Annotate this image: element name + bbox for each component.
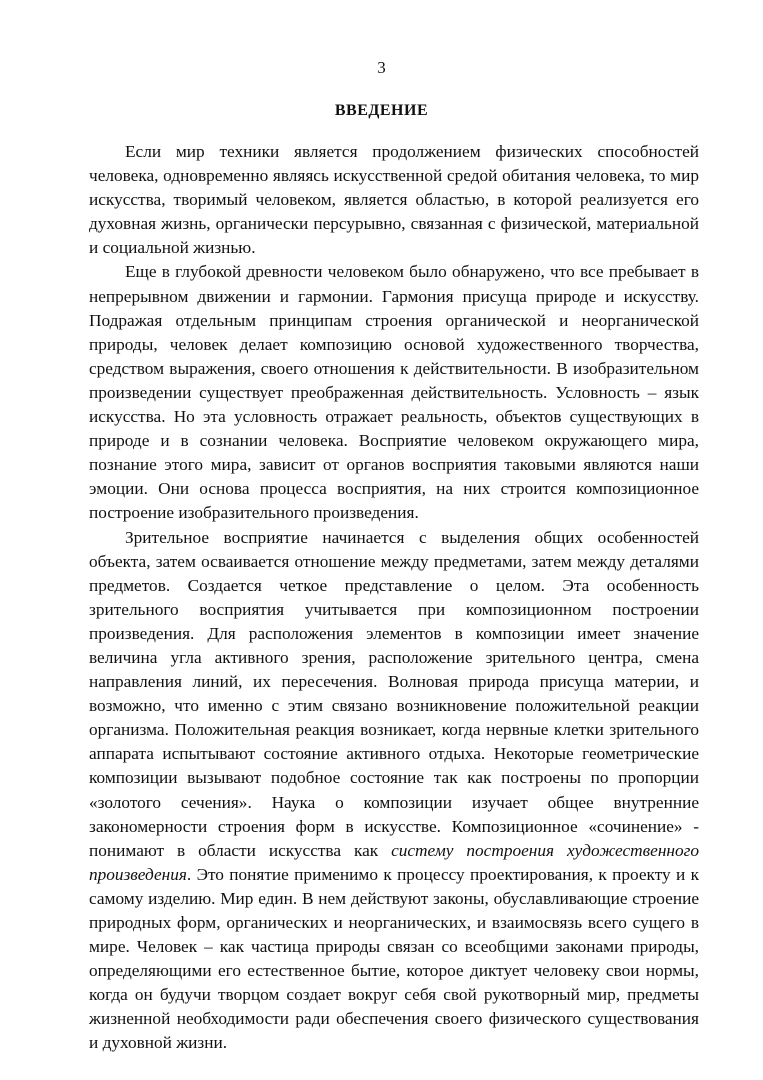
paragraph-1: Если мир техники является продолжением физических способностей человека, одновременно являясь искусственной средой обитания человека, то мир искусства, творимый человеком, является областью, в которой реализуется его духовная жизнь, органически персурывно, связанная с физической, материальной и социальной жизнью.	[89, 142, 699, 258]
paragraph-3-text-before: Зрительное восприятие начинается с выделения общих особенностей объекта, затем осваивается отношение между предметами, затем между деталями предметов. Создается четкое представление о целом. Эта особенность зрительного восприятия учитывается при композиционном построении произведения. Для расположения элементов в композиции имеет значение величина угла активного зрения, расположение зрительного центра, смена направления линий, их пересечения. Волновая природа присуща материи, и возможно, что именно с этим связано возникновение положительной реакции организма. Положительная реакция возникает, когда нервные клетки зрительного аппарата испытывают состояние активного отдыха. Некоторые геометрические композиции вызывают подобное состояние так как построены по пропорции «золотого сечения». Наука о композиции изучает общее внутренние закономерности строения форм в искусстве. Композиционное «сочинение» - понимают в области искусства как	[89, 527, 699, 860]
paragraph-3	[89, 526, 699, 1056]
paragraph-3-text-after: . Это понятие применимо к процессу проектирования, к проекту и к самому изделию. Мир един. В нем действуют законы, обуславливающие строение природных форм, органических и неорганических, и взаимосвязь всего сущего в мире. Человек – как частица природы связан со всеобщими законами природы, определяющими его естественное бытие, которое диктует человеку свои нормы, когда он будучи творцом создает вокруг себя свой рукотворный мир, предметы жизненной необходимости ради обеспечения своего физического существования и духовной жизни.	[89, 864, 699, 1053]
body-text	[89, 140, 699, 1056]
page-number: 3	[377, 58, 386, 77]
paragraph-3-emphasis: систему построения художественного произведения	[89, 840, 699, 884]
section-heading: ВВЕДЕНИЕ	[334, 102, 429, 119]
paragraph-2: Еще в глубокой древности человеком было обнаружено, что все пребывает в непрерывном движении и гармонии. Гармония присуща природе и искусству. Подражая отдельным принципам строения органической и неорганической природы, человек делает композицию основой художественного творчества, средством выражения, своего отношения к действительности. В изобразительном произведении существует преображенная действительность. Условность – язык искусства. Но эта условность отражает реальность, объектов существующих в природе и в сознании человека. Восприятие человеком окружающего мира, познание этого мира, зависит от органов восприятия таковыми являются наши эмоции. Они основа процесса восприятия, на них строится композиционное построение изобразительного произведения.	[89, 262, 699, 523]
